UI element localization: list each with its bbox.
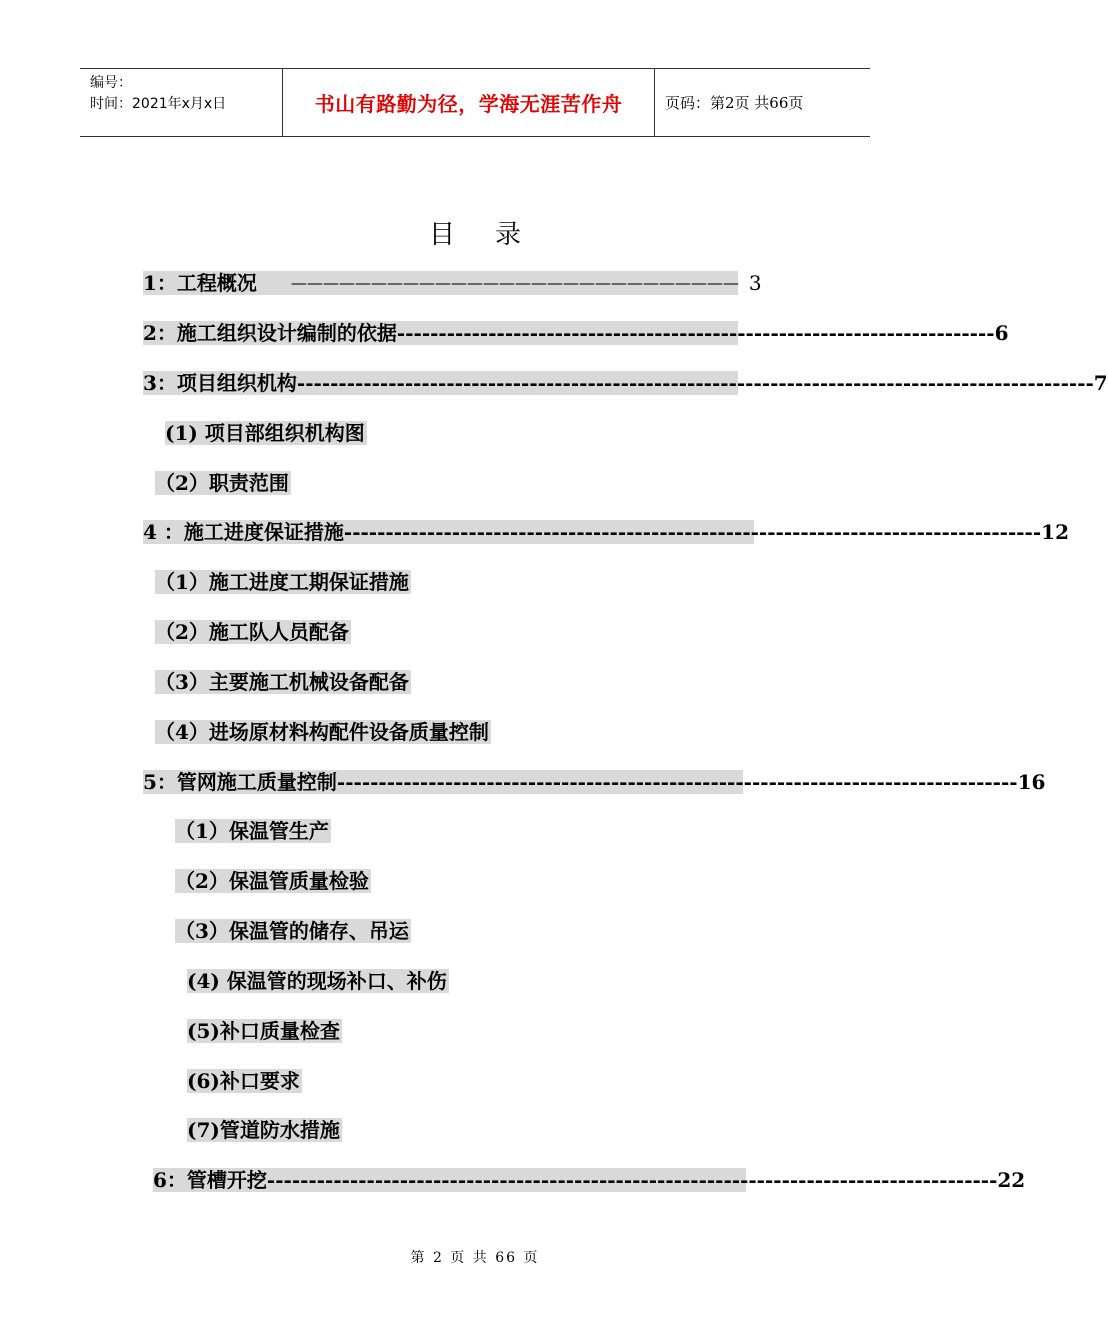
toc-entry-label: （2）保温管质量检验 — [175, 869, 369, 893]
toc-entry[interactable] — [155, 670, 411, 694]
toc-entry-label: （3）保温管的储存、吊运 — [175, 919, 409, 943]
toc-entry[interactable] — [175, 919, 411, 943]
toc-page-number: 7 — [1093, 371, 1108, 395]
toc-entry-label: (7)管道防水措施 — [187, 1118, 340, 1142]
toc-entry-label: （2）施工队人员配备 — [155, 620, 349, 644]
toc-entry-label: （1）施工进度工期保证措施 — [155, 570, 409, 594]
toc-entry[interactable] — [143, 271, 762, 295]
toc-entry[interactable] — [143, 520, 1069, 544]
toc-entry-label: (4) 保温管的现场补口、补伤 — [187, 969, 447, 993]
header-meta — [80, 69, 282, 136]
toc-entry[interactable] — [187, 1069, 302, 1093]
toc-entry[interactable] — [155, 471, 291, 495]
toc-entry[interactable] — [175, 819, 331, 843]
toc-entry[interactable] — [155, 570, 411, 594]
page-footer: 第 2 页 共 66 页 — [410, 1250, 540, 1266]
toc-page-number: 12 — [1041, 520, 1069, 544]
toc-leader-dots: ------------------------------------------------------------------------ — [396, 321, 995, 345]
toc-entry[interactable] — [187, 1019, 342, 1043]
doc-number-label: 编号： — [90, 75, 132, 91]
header-page-info — [655, 69, 870, 136]
toc-page-number: 3 — [748, 271, 762, 295]
toc-leader-dots: ---------------------------------------------------------------------------------- — [336, 770, 1018, 794]
toc-entry[interactable] — [155, 720, 491, 744]
toc-entry-label: 6：管槽开挖 — [153, 1168, 267, 1192]
toc-entry[interactable] — [155, 620, 351, 644]
toc-entry[interactable] — [165, 421, 367, 445]
toc-entry-label: (1) 项目部组织机构图 — [165, 421, 365, 445]
toc-entry-label: （1）保温管生产 — [175, 819, 329, 843]
motto-text: 书山有路勤为径，学海无涯苦作舟 — [314, 92, 623, 116]
toc-entry-label: 4 ：施工进度保证措施 — [143, 520, 344, 544]
toc-entry[interactable] — [187, 969, 449, 993]
toc-entry-label: 2：施工组织设计编制的依据 — [143, 321, 397, 345]
toc-entry-label: （4）进场原材料构配件设备质量控制 — [155, 720, 489, 744]
toc-entry-label: （3）主要施工机械设备配备 — [155, 670, 409, 694]
page-info-text: 页码：第2页 共66页 — [665, 94, 804, 112]
toc-entry[interactable] — [153, 1168, 1026, 1192]
toc-entry[interactable] — [143, 770, 1046, 794]
date-label: 时间：2021年x月x日 — [90, 96, 227, 112]
toc-entry-label: 5：管网施工质量控制 — [143, 770, 337, 794]
toc-entry-label: (6)补口要求 — [187, 1069, 300, 1093]
toc-title: 目录 — [428, 220, 561, 250]
toc-page-number: 6 — [994, 321, 1009, 345]
toc-leader-dots: ---------------------------------------------------------------------------------------- — [266, 1168, 998, 1192]
toc-entry[interactable] — [143, 321, 1009, 345]
toc-entry[interactable] — [175, 869, 371, 893]
page-header — [80, 68, 870, 137]
toc-entry-label: (5)补口质量检查 — [187, 1019, 340, 1043]
toc-entry-label: （2）职责范围 — [155, 471, 289, 495]
toc-entry[interactable] — [187, 1118, 342, 1142]
header-motto-cell — [282, 69, 655, 136]
toc-page-number: 22 — [997, 1168, 1026, 1192]
toc-leader-dots: ------------------------------------------------------------------------------------ — [343, 520, 1042, 544]
toc-entry-label: 3：项目组织机构 — [143, 371, 297, 395]
toc-entry[interactable] — [143, 371, 1108, 395]
toc-leader-dots: ------------------------------------------------------------------------------------------------ — [296, 371, 1094, 395]
toc-entry-label: 1：工程概况 — [143, 271, 257, 295]
toc-leader-dots: ———————————————————————————— — [290, 273, 739, 292]
toc-page-number: 16 — [1017, 770, 1046, 794]
